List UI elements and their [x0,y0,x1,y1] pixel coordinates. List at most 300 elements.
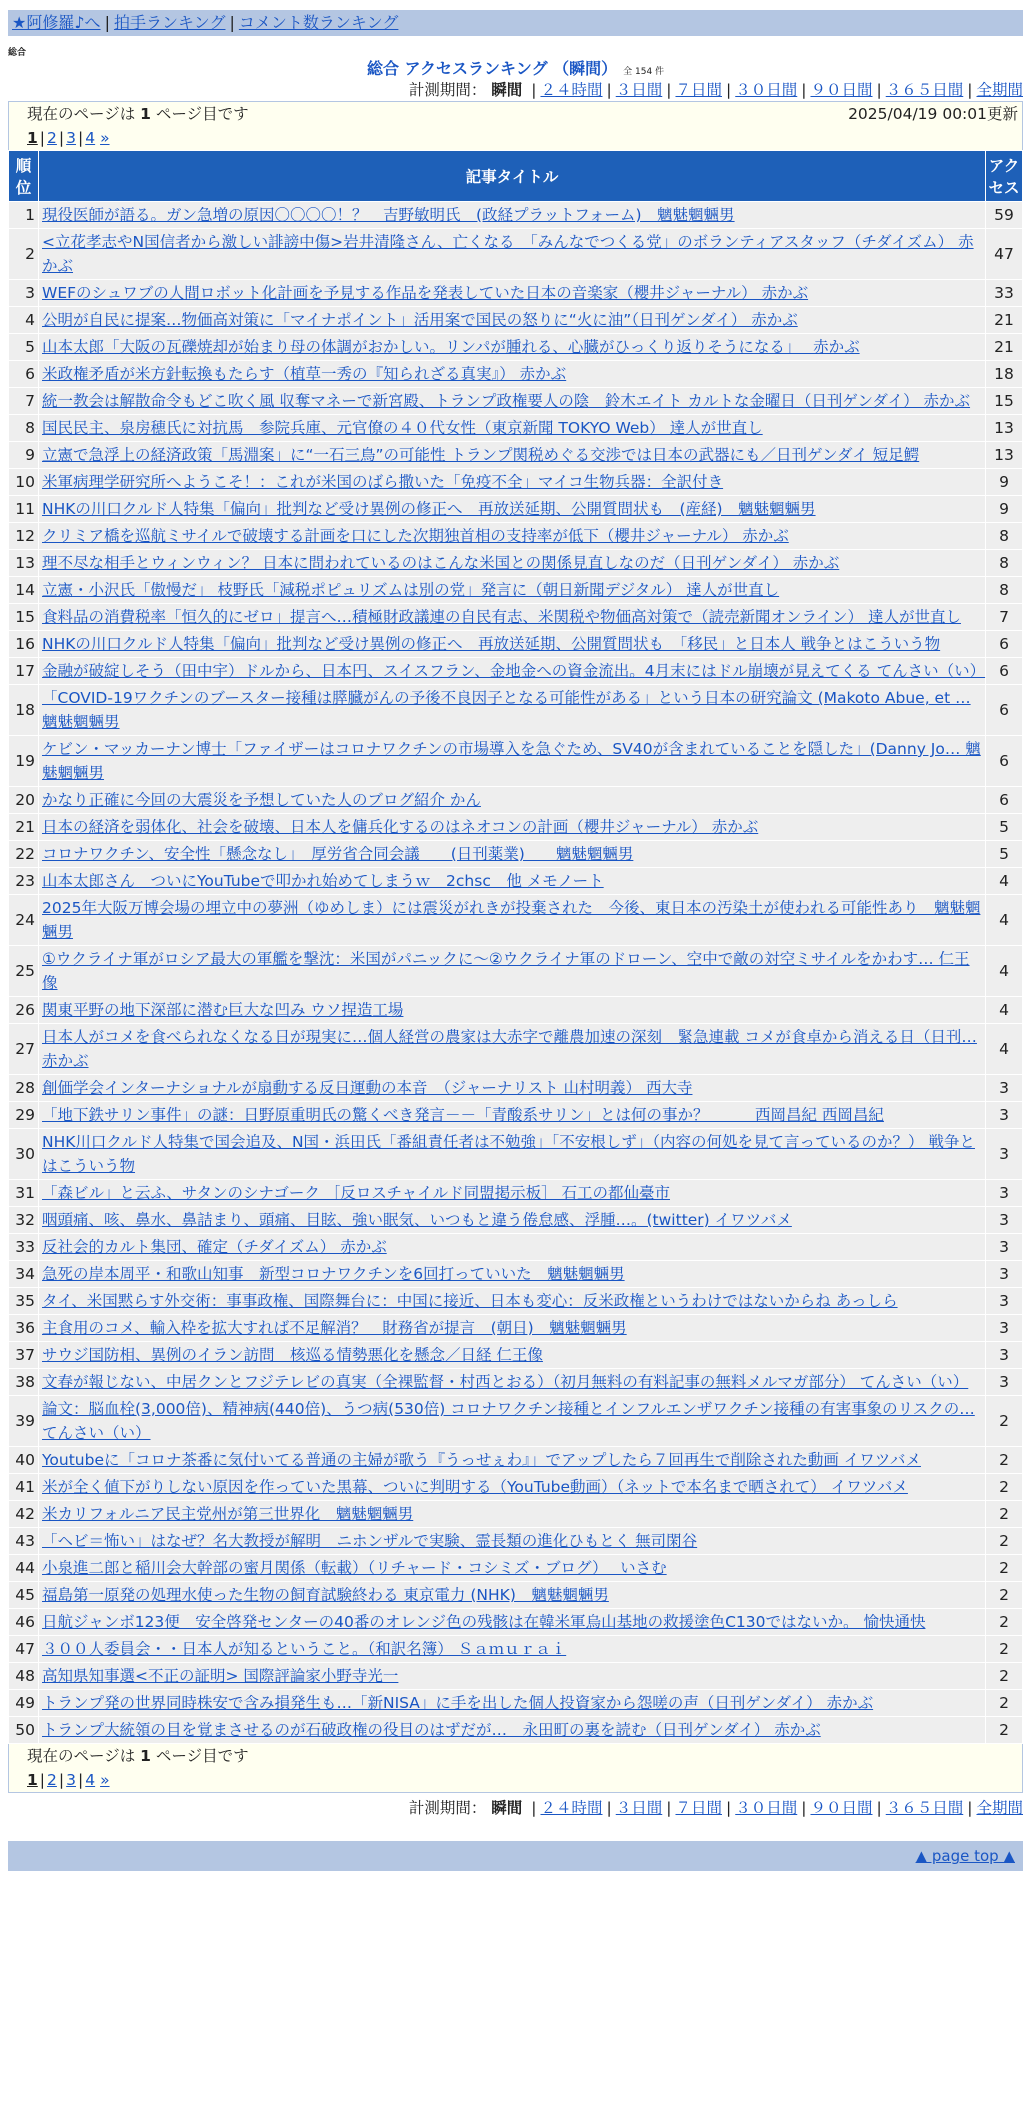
rank-cell: 2 [9,229,38,279]
table-row [9,997,1022,1023]
article-link[interactable]: 理不尽な相手とウィンウィン？ 日本に問われているのはこんな米国との関係見直しなのだ（日刊ゲンダイ） 赤かぶ [42,554,840,572]
article-link[interactable]: 山本太郎「大阪の瓦礫焼却が始まり母の体調がおかしい。リンパが腫れる、心臓がひっくり返りそうになる」 赤かぶ [42,338,860,356]
article-link[interactable]: 立憲・小沢氏「傲慢だ」 枝野氏「減税ポピュリズムは別の党」発言に（朝日新聞デジタル） 達人が世直し [42,581,780,599]
ranking-table [8,150,1023,1744]
period-selector-bottom [8,1797,1023,1819]
period-label: 計測期間： [408,81,487,99]
access-count-cell: 2 [986,1717,1022,1743]
period-link[interactable]: ３６５日間 [885,1799,964,1817]
rank-cell: 35 [9,1288,38,1314]
title-cell [39,1180,985,1206]
period-separator: | [531,1799,537,1817]
pager-link[interactable]: 2 [47,129,57,147]
table-row [9,1180,1022,1206]
table-row [9,814,1022,840]
access-header-text: アク セス [988,157,1020,197]
access-count-cell: 2 [986,1663,1022,1689]
pager-link[interactable]: 4 [85,1771,96,1789]
table-row [9,1663,1022,1689]
article-link[interactable]: 小泉進二郎と稲川会大幹部の蜜月関係（転載）（リチャード・コシミズ・ブログ） いさむ [42,1559,667,1577]
title-cell [39,1528,985,1554]
period-link[interactable]: ２４時間 [540,81,603,99]
table-row [9,1501,1022,1527]
access-count-cell: 21 [986,307,1022,333]
pager-link[interactable]: 4 [85,129,96,147]
pager-separator: | [78,129,84,147]
period-current: 瞬間 [491,81,523,99]
period-separator: | [726,81,732,99]
article-link[interactable]: 日本の経済を弱体化、社会を破壊、日本人を傭兵化するのはネオコンの計画（櫻井ジャーナル） 赤かぶ [42,818,759,836]
page-position: 現在のページは 1 ページ目です [27,1747,249,1765]
period-link[interactable]: 全期間 [976,1799,1023,1817]
pager-separator: | [39,1771,46,1789]
rank-cell: 38 [9,1369,38,1395]
rank-cell: 7 [9,388,38,414]
table-row [9,388,1022,414]
rank-cell: 20 [9,787,38,813]
period-link[interactable]: ３６５日間 [885,81,964,99]
access-count-cell: 8 [986,577,1022,603]
access-count-cell: 33 [986,280,1022,306]
title-cell [39,1555,985,1581]
title-cell [39,1663,985,1689]
table-row [9,1261,1022,1287]
table-row [9,1315,1022,1341]
article-link[interactable]: 2025年大阪万博会場の埋立中の夢洲（ゆめしま）には震災がれきが投棄された 今後、東日本の汚染土が使われる可能性あり 魑魅魍魎男 [42,899,981,941]
title-cell [39,496,985,522]
title-cell [39,550,985,576]
rank-cell: 12 [9,523,38,549]
article-link[interactable]: NHK川口クルド人特集で国会追及、N国・浜田氏「番組責任者は不勉強」「不安根しず」（内容の何処を見て言っているのか？） 戦争とはこういう物 [42,1133,975,1175]
article-link[interactable]: 現役医師が語る。ガン急増の原因〇〇〇〇！？ 吉野敏明氏 (政経プラットフォーム) 魑魅魍魎男 [42,206,735,224]
article-link[interactable]: 日航ジャンボ123便 安全啓発センターの40番のオレンジ色の残骸は在韓米軍烏山基地の救援塗色C130ではないか。 愉快通快 [42,1613,926,1631]
table-row [9,685,1022,735]
access-count-cell: 3 [986,1075,1022,1101]
article-link[interactable]: 国民民主、泉房穂氏に対抗馬 参院兵庫、元官僚の４０代女性（東京新聞 TOKYO Web） 達人が世直し [42,419,763,437]
table-row [9,1207,1022,1233]
table-row [9,334,1022,360]
article-link[interactable]: ①ウクライナ軍がロシア最大の軍艦を撃沈：米国がパニックに～②ウクライナ軍のドローン、空中で敵の対空ミサイルをかわす… 仁王像 [42,950,970,992]
period-separator: | [801,1799,807,1817]
article-link[interactable]: 創価学会インターナショナルが扇動する反日運動の本音 （ジャーナリスト 山村明義） 西大寺 [42,1079,693,1097]
access-count-cell: 6 [986,685,1022,735]
rank-cell: 16 [9,631,38,657]
article-link[interactable]: クリミア橋を巡航ミサイルで破壊する計画を口にした次期独首相の支持率が低下（櫻井ジャーナル） 赤かぶ [42,527,789,545]
pager-separator: | [39,129,46,147]
title-cell [39,202,985,228]
article-link[interactable]: かなり正確に今回の大震災を予想していた人のブログ紹介 かん [42,791,481,809]
table-row [9,946,1022,996]
page-info [9,102,1022,126]
page-top-link[interactable]: ▲ page top ▲ [915,1847,1015,1865]
article-link[interactable]: 高知県知事選<不正の証明> 国際評論家小野寺光一 [42,1667,399,1685]
table-row [9,631,1022,657]
period-separator: | [967,81,973,99]
title-cell [39,1129,985,1179]
article-link[interactable]: 文春が報じない、中居クンとフジテレビの真実（全裸監督・村西とおる）（初月無料の有料記事の無料メルマガ部分） てんさい（い） [42,1373,969,1391]
col-access-header [986,151,1022,201]
period-separator: | [876,81,882,99]
table-row [9,577,1022,603]
period-link[interactable]: ７日間 [675,81,722,99]
table-row [9,1342,1022,1368]
article-link[interactable]: 食料品の消費税率「恒久的にゼロ」提言へ…積極財政議連の自民有志、米関税や物価高対策で（読売新聞オンライン） 達人が世直し [42,608,961,626]
rank-cell: 19 [9,736,38,786]
title-cell [39,1636,985,1662]
rank-cell: 10 [9,469,38,495]
table-row [9,1102,1022,1128]
page-title [8,59,1023,79]
access-count-cell: 2 [986,1690,1022,1716]
rank-cell: 17 [9,658,38,684]
article-link[interactable]: WEFのシュワブの人間ロボット化計画を予見する作品を発表していた日本の音楽家（櫻井ジャーナル） 赤かぶ [42,284,809,302]
article-link[interactable]: 金融が破綻しそう（田中宇）ドルから、日本円、スイスフラン、金地金への資金流出。4月末にはドル崩壊が見えてくる てんさい（い） [42,662,986,680]
table-row [9,415,1022,441]
rank-cell: 33 [9,1234,38,1260]
rank-cell: 26 [9,997,38,1023]
access-count-cell: 5 [986,814,1022,840]
article-link[interactable]: 統一教会は解散命令もどこ吹く風 収奪マネーで新宮殿、トランプ政権要人の陰 鈴木エイト カルトな金曜日（日刊ゲンダイ） 赤かぶ [42,392,971,410]
pager-link[interactable]: 3 [66,1771,77,1789]
table-row [9,658,1022,684]
period-link[interactable]: ３０日間 [735,1799,798,1817]
page-info-bottom [9,1744,1022,1768]
rank-cell: 32 [9,1207,38,1233]
table-row [9,1024,1022,1074]
access-count-cell: 3 [986,1129,1022,1179]
access-count-cell: 9 [986,469,1022,495]
title-cell [39,946,985,996]
title-cell [39,334,985,360]
access-count-cell: 2 [986,1396,1022,1446]
table-row [9,229,1022,279]
table-row [9,469,1022,495]
title-cell [39,868,985,894]
article-link[interactable]: コロナワクチン、安全性「懸念なし」 厚労省合同会議 (日刊薬業) 魑魅魍魎男 [42,845,634,863]
table-row [9,280,1022,306]
access-count-cell: 13 [986,442,1022,468]
category-label: 総合 [8,48,27,58]
access-count-cell: 15 [986,388,1022,414]
period-label: 計測期間： [408,1799,487,1817]
period-separator: | [876,1799,882,1817]
article-link[interactable]: 米カリフォルニア民主党州が第三世界化 魑魅魍魎男 [42,1505,414,1523]
pager-top [9,126,1022,150]
article-link[interactable]: <立花孝志やN国信者から激しい誹謗中傷>岩井清隆さん、亡くなる 「みんなでつくる党」のボランティアスタッフ（チダイズム） 赤かぶ [42,233,974,275]
table-row [9,523,1022,549]
title-cell [39,307,985,333]
period-link[interactable]: ９０日間 [810,1799,873,1817]
rank-cell: 44 [9,1555,38,1581]
access-count-cell: 3 [986,1369,1022,1395]
table-row [9,1396,1022,1446]
title-cell [39,1102,985,1128]
pager-link[interactable]: 3 [66,129,77,147]
access-count-cell: 4 [986,946,1022,996]
period-link[interactable]: ３０日間 [735,81,798,99]
table-row [9,868,1022,894]
title-cell [39,997,985,1023]
rank-cell: 45 [9,1582,38,1608]
title-cell [39,604,985,630]
period-separator: | [666,1799,672,1817]
title-cell [39,1288,985,1314]
table-row [9,1447,1022,1473]
table-row [9,1234,1022,1260]
ranking-box [8,101,1023,1793]
title-cell [39,577,985,603]
table-row [9,496,1022,522]
article-link[interactable]: ケビン・マッカーナン博士「ファイザーはコロナワクチンの市場導入を急ぐため、SV40が含まれていることを隠した」(Danny Jo… 魑魅魍魎男 [42,740,981,782]
rank-cell: 18 [9,685,38,735]
nav-link-asyura[interactable]: ★阿修羅♪へ [12,13,101,32]
access-count-cell: 8 [986,523,1022,549]
title-cell [39,1315,985,1341]
pager-current: 1 [27,1771,38,1789]
table-row [9,442,1022,468]
rank-cell: 39 [9,1396,38,1446]
title-cell [39,1024,985,1074]
nav-link-comment-ranking[interactable]: コメント数ランキング [238,13,399,32]
col-rank-header [9,151,38,201]
rank-header-text: 順 位 [15,157,32,197]
pager-separator: | [58,129,65,147]
article-link[interactable]: ３００人委員会・・日本人が知るということ。（和訳名簿） Ｓａｍｕｒａｉ [42,1640,567,1658]
table-row [9,841,1022,867]
access-count-cell: 4 [986,868,1022,894]
access-count-cell: 7 [986,604,1022,630]
rank-cell: 15 [9,604,38,630]
article-link[interactable]: 「地下鉄サリン事件」の謎：日野原重明氏の驚くべき発言－－「青酸系サリン」とは何の事か？ 西岡昌紀 西岡昌紀 [42,1106,884,1124]
title-cell [39,1075,985,1101]
access-count-cell: 8 [986,550,1022,576]
rank-cell: 46 [9,1609,38,1635]
access-count-cell: 6 [986,736,1022,786]
title-cell [39,229,985,279]
rank-cell: 41 [9,1474,38,1500]
pager-link[interactable]: 2 [47,1771,57,1789]
title-cell [39,1501,985,1527]
rank-cell: 13 [9,550,38,576]
table-row [9,307,1022,333]
article-link[interactable]: 反社会的カルト集団、確定（チダイズム） 赤かぶ [42,1238,387,1256]
table-row [9,1717,1022,1743]
title-cell [39,415,985,441]
article-link[interactable]: 論文：脳血栓(3,000倍)、精神病(440倍)、うつ病(530倍) コロナワクチン接種とインフルエンザワクチン接種の有害事象のリスクの… てんさい（い） [42,1400,975,1442]
table-row [9,550,1022,576]
rank-cell: 42 [9,1501,38,1527]
period-link[interactable]: 全期間 [976,81,1023,99]
article-link[interactable]: 山本太郎さん ついにYouTubeで叩かれ始めてしまうｗ 2chsc 他 メモノート [42,872,604,890]
access-count-cell: 3 [986,1102,1022,1128]
rank-cell: 27 [9,1024,38,1074]
rank-cell: 30 [9,1129,38,1179]
article-link[interactable]: 公明が自民に提案…物価高対策に「マイナポイント」活用案で国民の怒りに“火に油”（日刊ゲンダイ） 赤かぶ [42,311,798,329]
access-count-cell: 4 [986,997,1022,1023]
nav-link-clap-ranking[interactable]: 拍手ランキング [113,13,226,32]
total-count: 全 154 件 [623,67,665,77]
title-cell [39,895,985,945]
title-cell [39,1690,985,1716]
article-link[interactable]: 福島第一原発の処理水使った生物の飼育試験終わる 東京電力 (NHK) 魑魅魍魎男 [42,1586,609,1604]
article-link[interactable]: 主食用のコメ、輸入枠を拡大すれば不足解消？ 財務省が提言 (朝日) 魑魅魍魎男 [42,1319,627,1337]
rank-cell: 40 [9,1447,38,1473]
table-row [9,202,1022,228]
period-link[interactable]: ７日間 [675,1799,722,1817]
title-cell [39,523,985,549]
article-link[interactable]: 急死の岸本周平・和歌山知事 新型コロナワクチンを6回打っていいた 魑魅魍魎男 [42,1265,625,1283]
title-cell [39,658,985,684]
access-count-cell: 47 [986,229,1022,279]
article-link[interactable]: NHKの川口クルド人特集「偏向」批判など受け異例の修正へ 再放送延期、公開質問状も 「移民」と日本人 戦争とはこういう物 [42,635,941,653]
title-cell [39,1474,985,1500]
rank-cell: 36 [9,1315,38,1341]
period-link[interactable]: ９０日間 [810,81,873,99]
pager-bottom [9,1768,1022,1792]
title-cell [39,841,985,867]
title-cell [39,685,985,735]
article-link[interactable]: 立憲で急浮上の経済政策「馬淵案」に“一石三鳥”の可能性 トランプ関税めぐる交渉では日本の武器にも／日刊ゲンダイ 短足鰐 [42,446,920,464]
rank-cell: 43 [9,1528,38,1554]
table-row [9,1129,1022,1179]
article-link[interactable]: サウジ国防相、異例のイラン訪問 核巡る情勢悪化を懸念／日経 仁王像 [42,1346,543,1364]
title-cell [39,631,985,657]
access-count-cell: 9 [986,496,1022,522]
table-row [9,1690,1022,1716]
rank-cell: 24 [9,895,38,945]
title-cell [39,814,985,840]
access-count-cell: 5 [986,841,1022,867]
period-link[interactable]: ３日間 [615,81,663,99]
ranking-title: 総合 アクセスランキング （瞬間） [366,59,618,78]
access-count-cell: 3 [986,1288,1022,1314]
title-cell [39,787,985,813]
article-link[interactable]: 米が全く値下がりしない原因を作っていた黒幕、ついに判明する（YouTube動画）（ネットで本名まで晒されて） イワツバメ [42,1478,908,1496]
title-cell [39,442,985,468]
period-link[interactable]: ２４時間 [540,1799,603,1817]
rank-cell: 47 [9,1636,38,1662]
table-row [9,1474,1022,1500]
rank-cell: 22 [9,841,38,867]
access-count-cell: 3 [986,1315,1022,1341]
table-row [9,1609,1022,1635]
rank-cell: 3 [9,280,38,306]
rank-cell: 11 [9,496,38,522]
article-link[interactable]: 米政権矛盾が米方針転換もたらす（植草一秀の『知られざる真実』） 赤かぶ [42,365,567,383]
period-separator: | [666,81,672,99]
article-link[interactable]: 咽頭痛、咳、鼻水、鼻詰まり、頭痛、目眩、強い眠気、いつもと違う倦怠感、浮腫…。(twitter) イワツバメ [42,1211,792,1229]
access-count-cell: 2 [986,1555,1022,1581]
period-separator: | [606,1799,612,1817]
period-separator: | [967,1799,973,1817]
rank-cell: 49 [9,1690,38,1716]
article-link[interactable]: 日本人がコメを食べられなくなる日が現実に…個人経営の農家は大赤字で離農加速の深刻 緊急連載 コメが食卓から消える日（日刊… 赤かぶ [42,1028,977,1070]
article-link[interactable]: 「森ビル」と云ふ、サタンのシナゴーク ［反ロスチャイルド同盟掲示板］ 石工の都仙臺市 [42,1184,670,1202]
access-count-cell: 2 [986,1582,1022,1608]
title-cell [39,1234,985,1260]
access-count-cell: 6 [986,631,1022,657]
access-count-cell: 3 [986,1342,1022,1368]
article-link[interactable]: トランプ発の世界同時株安で含み損発生も…「新NISA」に手を出した個人投資家から怨嗟の声（日刊ゲンダイ） 赤かぶ [42,1694,874,1712]
table-row [9,1636,1022,1662]
access-count-cell: 2 [986,1528,1022,1554]
rank-cell: 31 [9,1180,38,1206]
rank-cell: 8 [9,415,38,441]
nav-separator: | [229,13,235,32]
rank-cell: 37 [9,1342,38,1368]
period-current: 瞬間 [491,1799,523,1817]
rank-cell: 6 [9,361,38,387]
access-count-cell: 2 [986,1447,1022,1473]
table-row [9,787,1022,813]
title-cell [39,1609,985,1635]
title-cell [39,1447,985,1473]
article-link[interactable]: タイ、米国黙らす外交術：事事政権、国際舞台に：中国に接近、日本も変心：反米政権というわけではないからね あっしら [42,1292,898,1310]
period-separator: | [801,81,807,99]
period-separator: | [726,1799,732,1817]
rank-cell: 4 [9,307,38,333]
article-link[interactable]: NHKの川口クルド人特集「偏向」批判など受け異例の修正へ 再放送延期、公開質問状も (産経) 魑魅魍魎男 [42,500,816,518]
title-cell [39,1717,985,1743]
title-cell [39,1342,985,1368]
pager-separator: | [78,1771,84,1789]
title-cell [39,361,985,387]
access-count-cell: 2 [986,1474,1022,1500]
pager-next[interactable]: » [100,129,110,147]
pager-current: 1 [27,129,38,147]
article-link[interactable]: Youtubeに「コロナ茶番に気付いてる普通の主婦が歌う『うっせぇわ』」でアップしたら７回再生で削除された動画 イワツバメ [42,1451,921,1469]
access-count-cell: 2 [986,1636,1022,1662]
access-count-cell: 3 [986,1180,1022,1206]
article-link[interactable]: トランプ大統領の目を覚まさせるのが石破政権の役目のはずだが… 永田町の裏を読む（日刊ゲンダイ） 赤かぶ [42,1721,821,1739]
title-cell [39,1396,985,1446]
title-cell [39,736,985,786]
page-position: 現在のページは 1 ページ目です [27,105,249,123]
article-link[interactable]: 関東平野の地下深部に潜む巨大な凹み ウソ捏造工場 [42,1001,404,1019]
article-link[interactable]: 「COVID-19ワクチンのブースター接種は膵臓がんの予後不良因子となる可能性がある」という日本の研究論文 (Makoto Abue, et … 魑魅魍魎男 [42,689,971,731]
access-count-cell: 6 [986,658,1022,684]
title-cell [39,1207,985,1233]
access-count-cell: 4 [986,895,1022,945]
table-row [9,1582,1022,1608]
table-row [9,1555,1022,1581]
col-title-header: 記事タイトル [39,151,985,201]
article-link[interactable]: 「ヘビ＝怖い」はなぜ？名大教授が解明 ニホンザルで実験、霊長類の進化ひもとく 無司閑谷 [42,1532,698,1550]
title-cell [39,1261,985,1287]
pager-next[interactable]: » [100,1771,110,1789]
table-row [9,895,1022,945]
table-row [9,361,1022,387]
period-selector-top [8,79,1023,101]
title-cell [39,1582,985,1608]
table-row [9,1288,1022,1314]
rank-cell: 28 [9,1075,38,1101]
rank-cell: 50 [9,1717,38,1743]
title-cell [39,388,985,414]
title-cell [39,1369,985,1395]
article-link[interactable]: 米軍病理学研究所へようこそ！：これが米国のばら撒いた「免疫不全」マイコ生物兵器：全訳付き [42,473,724,491]
rank-cell: 25 [9,946,38,996]
rank-cell: 29 [9,1102,38,1128]
access-count-cell: 21 [986,334,1022,360]
rank-cell: 34 [9,1261,38,1287]
top-nav [8,10,1023,36]
period-link[interactable]: ３日間 [615,1799,663,1817]
rank-cell: 14 [9,577,38,603]
table-row [9,1369,1022,1395]
rank-cell: 1 [9,202,38,228]
table-row [9,1075,1022,1101]
